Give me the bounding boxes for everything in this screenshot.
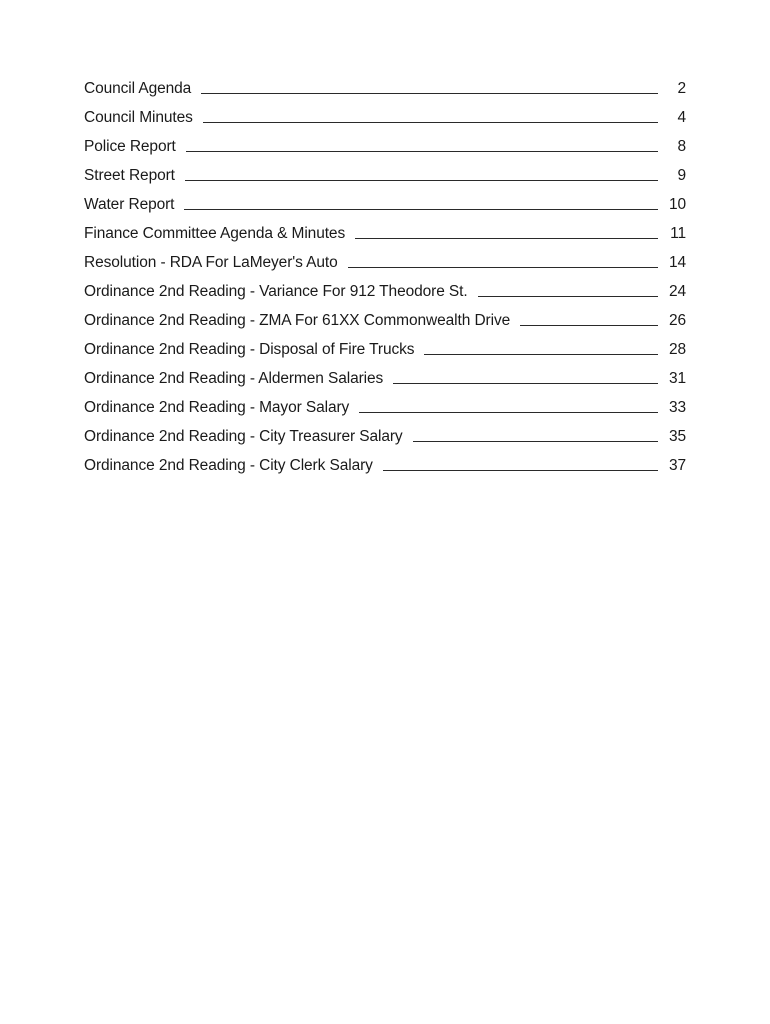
toc-entry-street-report: [84, 157, 686, 186]
toc-leader-line: [186, 151, 658, 152]
toc-entry-police-report: [84, 128, 686, 157]
toc-leader-line: [203, 122, 658, 123]
toc-entry-title: Ordinance 2nd Reading - Aldermen Salaries: [84, 370, 384, 387]
toc-leader-line: [393, 383, 658, 384]
toc-entry-page: 33: [668, 399, 686, 416]
toc-entry-council-agenda: [84, 70, 686, 99]
toc-entry-ordinance-zma: [84, 302, 686, 331]
toc-entry-finance-committee: [84, 215, 686, 244]
toc-entry-ordinance-treasurer-salary: [84, 418, 686, 447]
toc-entry-page: 31: [668, 370, 686, 387]
toc-entry-page: 24: [668, 283, 686, 300]
toc-entry-page: 28: [668, 341, 686, 358]
toc-entry-ordinance-variance: [84, 273, 686, 302]
toc-leader-line: [184, 209, 658, 210]
toc-leader-line: [520, 325, 658, 326]
toc-entry-page: 11: [670, 225, 686, 242]
toc-entry-title: Resolution - RDA For LaMeyer's Auto: [84, 254, 338, 271]
toc-entry-title: Council Agenda: [84, 80, 192, 97]
toc-entry-title: Ordinance 2nd Reading - ZMA For 61XX Commonwealth Drive: [84, 312, 511, 329]
toc-entry-title: Ordinance 2nd Reading - Variance For 912 Theodore St.: [84, 283, 468, 300]
toc-leader-line: [413, 441, 658, 442]
toc-entry-page: 37: [668, 457, 686, 474]
toc-entry-page: 2: [677, 80, 686, 97]
toc-leader-line: [383, 470, 658, 471]
toc-entry-page: 8: [677, 138, 686, 155]
toc-leader-line: [355, 238, 658, 239]
toc-entry-page: 9: [677, 167, 686, 184]
toc-entry-ordinance-mayor-salary: [84, 389, 686, 418]
table-of-contents: [84, 70, 686, 476]
toc-entry-page: 4: [677, 109, 686, 126]
toc-entry-title: Police Report: [84, 138, 176, 155]
toc-leader-line: [201, 93, 658, 94]
toc-entry-title: Ordinance 2nd Reading - City Treasurer Salary: [84, 428, 403, 445]
toc-entry-page: 14: [668, 254, 686, 271]
toc-leader-line: [478, 296, 658, 297]
toc-leader-line: [185, 180, 658, 181]
toc-entry-ordinance-aldermen-salaries: [84, 360, 686, 389]
toc-entry-ordinance-fire-trucks: [84, 331, 686, 360]
toc-entry-title: Council Minutes: [84, 109, 193, 126]
toc-entry-title: Water Report: [84, 196, 175, 213]
toc-leader-line: [424, 354, 658, 355]
toc-entry-council-minutes: [84, 99, 686, 128]
toc-entry-page: 35: [668, 428, 686, 445]
toc-entry-water-report: [84, 186, 686, 215]
toc-entry-title: Ordinance 2nd Reading - Disposal of Fire Trucks: [84, 341, 415, 358]
toc-entry-resolution-rda: [84, 244, 686, 273]
toc-leader-line: [348, 267, 658, 268]
toc-entry-ordinance-clerk-salary: [84, 447, 686, 476]
toc-entry-page: 26: [668, 312, 686, 329]
toc-entry-title: Street Report: [84, 167, 175, 184]
toc-entry-title: Finance Committee Agenda & Minutes: [84, 225, 346, 242]
toc-entry-title: Ordinance 2nd Reading - Mayor Salary: [84, 399, 350, 416]
toc-entry-page: 10: [668, 196, 686, 213]
toc-entry-title: Ordinance 2nd Reading - City Clerk Salary: [84, 457, 373, 474]
toc-leader-line: [359, 412, 658, 413]
